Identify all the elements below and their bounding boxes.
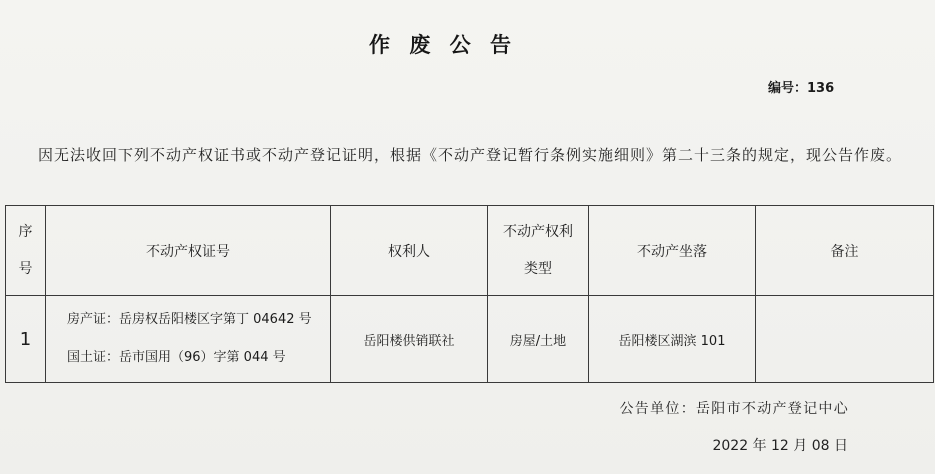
row-house-cert: 房产证：岳房权岳阳楼区字第丁 04642 号 [67,312,312,327]
void-certificate-table [5,205,934,383]
notice-title: 作 废 公 告 [369,33,517,57]
header-seq-line-1: 序 [18,223,33,240]
header-remark: 备注 [756,206,934,296]
row-remark [756,296,934,383]
row-right-type: 房屋/土地 [488,296,589,383]
table-row [6,296,934,383]
header-holder: 权利人 [331,206,488,296]
header-seq [6,206,46,296]
row-land-cert: 国土证：岳市国用（96）字第 044 号 [67,350,286,365]
header-cert-no: 不动产权证号 [46,206,331,296]
issuer-line: 公告单位：岳阳市不动产登记中心 [619,401,849,417]
notice-number: 编号：136 [768,81,835,96]
header-seq-line-2: 号 [18,260,33,277]
row-cert-cell [46,296,331,383]
row-seq-cell [6,296,46,383]
notice-body: 因无法收回下列不动产权证书或不动产登记证明，根据《不动产登记暂行条例实施细则》第二十三条的规定，现公告作废。 [38,146,903,164]
row-seq: 1 [19,328,32,350]
table-header-row [6,206,934,296]
header-right-type-line-1: 不动产权利 [503,223,573,240]
header-location: 不动产坐落 [589,206,756,296]
issue-date: 2022 年 12 月 08 日 [712,438,848,454]
row-location: 岳阳楼区湖滨 101 [589,296,756,383]
header-right-type [488,206,589,296]
header-right-type-line-2: 类型 [524,260,552,277]
row-holder: 岳阳楼供销联社 [331,296,488,383]
